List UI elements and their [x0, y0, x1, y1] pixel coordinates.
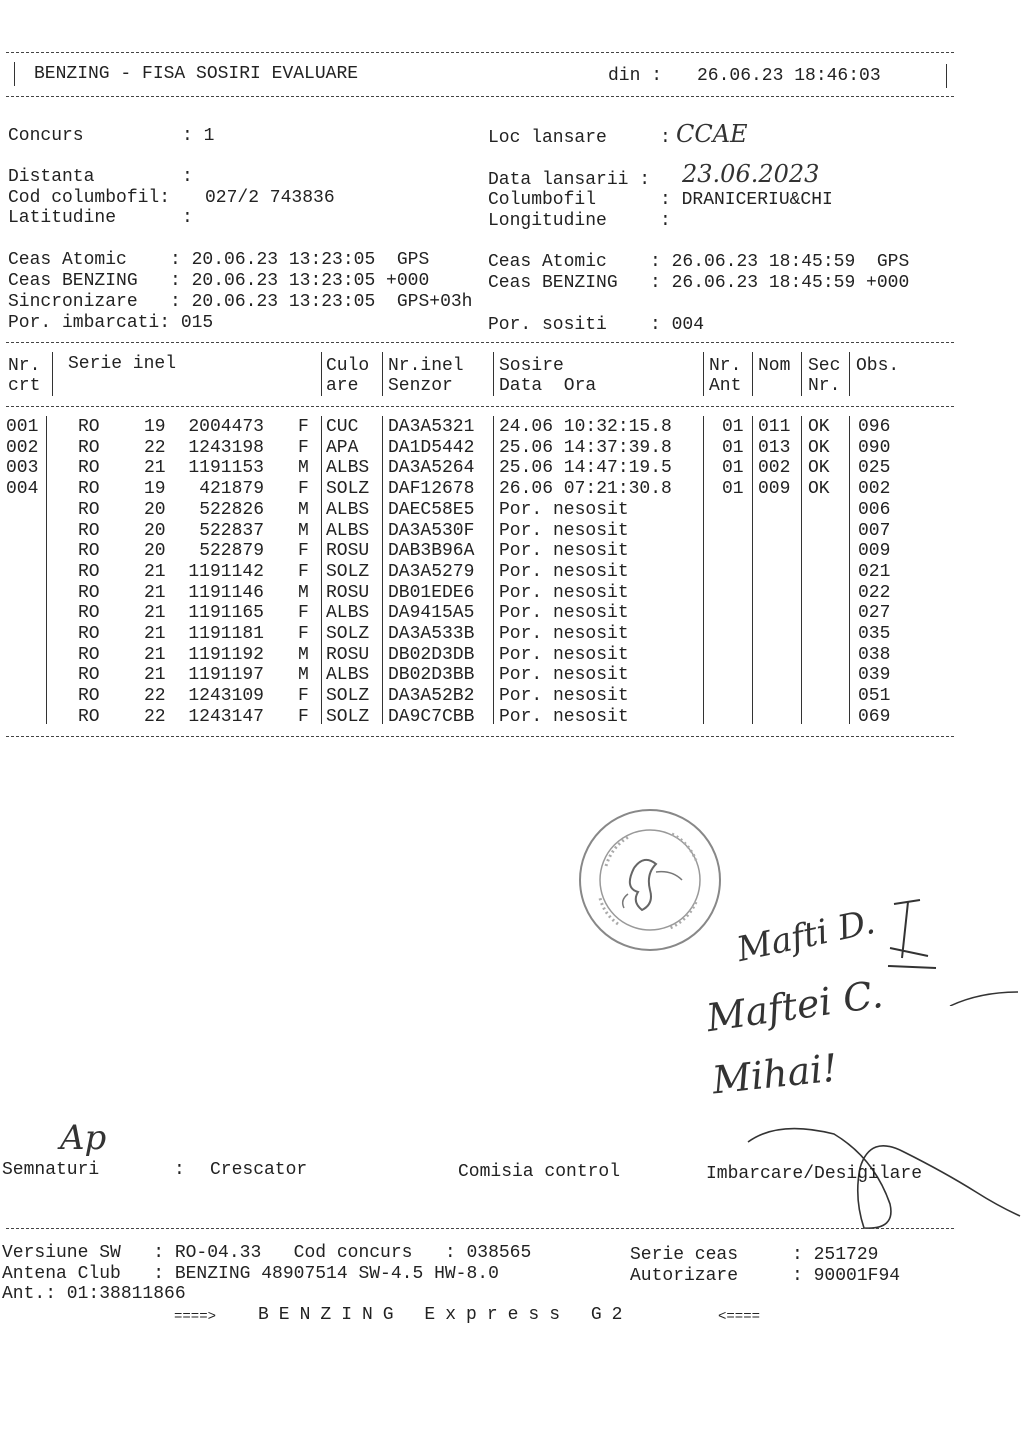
cell-sosire: Por. nesosit: [499, 541, 629, 562]
cell-senzor: DA1D5442: [388, 437, 475, 458]
cell-sosire: Por. nesosit: [499, 665, 629, 686]
cell-inel: 1243198: [188, 437, 264, 458]
cell-inel: 522826: [199, 499, 264, 520]
report-date: 26.06.23 18:46:03: [697, 66, 881, 86]
loc-lansare-label: Loc lansare: [488, 128, 607, 148]
cell-culoare: SOLZ: [326, 686, 370, 707]
versiune-sw: Versiune SW : RO-04.33 Cod concurs : 038565: [2, 1243, 532, 1263]
cell-nom: 002: [758, 458, 791, 479]
latitudine-value: :: [182, 208, 193, 228]
concurs-label: Concurs: [8, 126, 84, 146]
cell-senzor: DA3A530F: [388, 520, 475, 541]
cell-sex: M: [298, 582, 309, 603]
cell-senzor: DA3A5264: [388, 458, 475, 479]
cell-culoare: SOLZ: [326, 624, 370, 644]
crescator-label: Crescator: [210, 1160, 308, 1180]
cell-sec: OK: [808, 417, 830, 437]
cell-tara: RO: [78, 582, 100, 603]
loc-lansare-value: CCAE: [676, 120, 748, 148]
sincronizare: Sincronizare : 20.06.23 13:23:05 GPS+03h: [8, 292, 473, 312]
cell-sex: M: [298, 644, 309, 665]
col-header-nr: Nr.: [8, 356, 41, 376]
col-header-culoare-2: are: [326, 376, 359, 396]
cell-tara: RO: [78, 541, 100, 562]
cell-obs: 039: [858, 665, 891, 686]
antena-club: Antena Club : BENZING 48907514 SW-4.5 HW-8.0: [2, 1264, 499, 1284]
cell-obs: 069: [858, 706, 891, 727]
cell-culoare: SOLZ: [326, 479, 370, 500]
cell-culoare: CUC: [326, 417, 359, 437]
cell-ant: 01: [722, 479, 744, 500]
cell-an: 22: [144, 437, 166, 458]
cell-sosire: Por. nesosit: [499, 561, 629, 582]
cell-inel: 1243109: [188, 686, 264, 707]
semnaturi-label: Semnaturi: [2, 1160, 100, 1180]
clock-benzing-start: Ceas BENZING : 20.06.23 13:23:05 +000: [8, 271, 430, 291]
antena-id: Ant.: 01:38811866: [2, 1284, 186, 1304]
cell-sex: F: [298, 479, 309, 500]
cell-sec: OK: [808, 458, 830, 479]
cell-sex: M: [298, 520, 309, 541]
cell-obs: 009: [858, 541, 891, 562]
cell-an: 22: [144, 706, 166, 727]
divider: [6, 1228, 954, 1229]
col-header-culoare: Culo: [326, 356, 370, 376]
cell-an: 21: [144, 624, 166, 644]
col-header-crt: crt: [8, 376, 41, 396]
cell-tara: RO: [78, 458, 100, 479]
cell-nr: 001: [6, 417, 39, 437]
cell-obs: 035: [858, 624, 891, 644]
cell-sosire: 25.06 14:47:19.5: [499, 458, 672, 479]
col-header-nom: Nom: [758, 356, 791, 376]
cell-tara: RO: [78, 624, 100, 644]
cod-columbofil-value: 027/2 743836: [205, 188, 335, 208]
divider: [6, 342, 954, 343]
autorizare: Autorizare : 90001F94: [630, 1266, 901, 1286]
cell-an: 21: [144, 644, 166, 665]
clock-atomic-end: Ceas Atomic : 26.06.23 18:45:59 GPS: [488, 252, 910, 272]
cell-obs: 006: [858, 499, 891, 520]
cell-tara: RO: [78, 686, 100, 707]
col-header-sec-nr: Nr.: [808, 376, 841, 396]
cell-nom: 009: [758, 479, 791, 500]
distanta-value: :: [182, 167, 193, 187]
report-title: BENZING - FISA SOSIRI EVALUARE: [34, 64, 359, 84]
cell-inel: 1191165: [188, 603, 264, 624]
cell-culoare: ROSU: [326, 541, 370, 562]
col-header-ant: Ant: [709, 376, 742, 396]
club-stamp: [576, 806, 724, 954]
cell-senzor: DA3A533B: [388, 624, 475, 644]
cell-obs: 038: [858, 644, 891, 665]
cell-culoare: SOLZ: [326, 706, 370, 727]
cell-an: 22: [144, 686, 166, 707]
cell-obs: 022: [858, 582, 891, 603]
report-date-label: din :: [608, 66, 663, 86]
cell-obs: 090: [858, 437, 891, 458]
cell-nom: 011: [758, 417, 791, 437]
cell-sosire: Por. nesosit: [499, 644, 629, 665]
cell-inel: 522837: [199, 520, 264, 541]
cell-sex: F: [298, 561, 309, 582]
semnaturi-colon: :: [174, 1160, 185, 1180]
serie-ceas: Serie ceas : 251729: [630, 1245, 879, 1265]
cell-sex: F: [298, 541, 309, 562]
cell-sex: F: [298, 706, 309, 727]
cell-culoare: SOLZ: [326, 561, 370, 582]
cell-sosire: 25.06 14:37:39.8: [499, 437, 672, 458]
cell-tara: RO: [78, 417, 100, 437]
cell-senzor: DAB3B96A: [388, 541, 475, 562]
latitudine-label: Latitudine: [8, 208, 117, 228]
cell-an: 21: [144, 458, 166, 479]
cell-inel: 1191146: [188, 582, 264, 603]
cell-an: 19: [144, 479, 166, 500]
clock-benzing-end: Ceas BENZING : 26.06.23 18:45:59 +000: [488, 273, 910, 293]
comisia-signature-1: Mafti D.: [733, 901, 879, 971]
cell-culoare: ROSU: [326, 644, 370, 665]
cell-senzor: DA9C7CBB: [388, 706, 475, 727]
cell-nr: 004: [6, 479, 39, 500]
cell-senzor: DB01EDE6: [388, 582, 475, 603]
cell-sosire: Por. nesosit: [499, 499, 629, 520]
cell-obs: 007: [858, 520, 891, 541]
data-lansarii-label: Data lansarii :: [488, 170, 651, 190]
cell-obs: 021: [858, 561, 891, 582]
comisia-control-label: Comisia control: [458, 1162, 621, 1182]
cell-obs: 051: [858, 686, 891, 707]
cell-inel: 1191142: [188, 561, 264, 582]
cell-an: 19: [144, 417, 166, 437]
cell-sex: M: [298, 458, 309, 479]
cell-obs: 025: [858, 458, 891, 479]
cell-senzor: DA9415A5: [388, 603, 475, 624]
cell-culoare: ALBS: [326, 520, 370, 541]
cell-ant: 01: [722, 417, 744, 437]
cell-sec: OK: [808, 479, 830, 500]
porumbei-sositi: Por. sositi : 004: [488, 315, 705, 335]
header-border-left: [14, 62, 15, 86]
cell-senzor: DAEC58E5: [388, 499, 475, 520]
col-header-nr-inel: Nr.inel: [388, 356, 464, 376]
longitudine-label: Longitudine: [488, 211, 607, 231]
divider: [6, 406, 954, 407]
cell-sex: F: [298, 603, 309, 624]
col-header-obs: Obs.: [856, 356, 900, 376]
cell-sosire: Por. nesosit: [499, 686, 629, 707]
cell-tara: RO: [78, 499, 100, 520]
cell-tara: RO: [78, 644, 100, 665]
cell-sosire: Por. nesosit: [499, 603, 629, 624]
cell-sosire: 24.06 10:32:15.8: [499, 417, 672, 437]
cell-culoare: APA: [326, 437, 359, 458]
cell-sosire: Por. nesosit: [499, 706, 629, 727]
cell-tara: RO: [78, 437, 100, 458]
cell-senzor: DAF12678: [388, 479, 475, 500]
porumbei-imbarcati: Por. imbarcati: 015: [8, 313, 214, 333]
columbofil-label: Columbofil: [488, 190, 597, 210]
cell-inel: 1191192: [188, 644, 264, 665]
cell-inel: 1243147: [188, 706, 264, 727]
cell-obs: 002: [858, 479, 891, 500]
express-arrow-left: ====>: [174, 1309, 217, 1325]
cell-sosire: Por. nesosit: [499, 520, 629, 541]
signature-stroke: [880, 896, 1020, 1006]
col-header-nr-ant: Nr.: [709, 356, 742, 376]
cell-an: 21: [144, 561, 166, 582]
cell-sex: M: [298, 665, 309, 686]
col-header-sosire: Sosire: [499, 356, 564, 376]
cell-ant: 01: [722, 458, 744, 479]
data-lansarii-value: 23.06.2023: [682, 160, 820, 188]
express-banner: BENZING Express G2: [258, 1305, 633, 1325]
comisia-signature-3: Mihai!: [710, 1045, 840, 1103]
cell-tara: RO: [78, 665, 100, 686]
page: BENZING - FISA SOSIRI EVALUARE din : 26.06.23 18:46:03 Concurs : 1 Loc lansare : CCAE Distanta : Data lansarii : 23.06.2023 Cod columbofil: 027/2 743836 Columbofil : DRANICERIU&CHI Latitudine : Longitudine : Ceas Atomic : 20.06.23 13:23:05 GPS Ceas Atomic : 26.06.23 18:45:59 GPS Ceas BENZING : 20.06.23 13:23:05 +000 Ceas BENZING : 26.06.23 18:45:59 +000 Sincronizare : 20.06.23 13:23:05 GPS+03h Por. imbarcati: 015 Por. sositi : 004 Nr. crt Serie inel Culo are Nr.inel Senzor Sosire Data Ora Nr. Ant Nom Sec Nr. Obs. 001 RO 19 2004473 F CUC DA3A5321 24.06 10:32:15.8 01 011 OK 096 002 RO 22 1243198 F APA DA1D5442 25.06 14:37:39.8 01 013 OK 090 003 RO 21 1191153 M ALBS DA3A5264 25.06 14:47:19.5 01 002 OK 025 004 RO 19 421879 F SOLZ DAF12678 26.06 07:21:30.8 01 009 OK 002 RO 20 522826 M ALBS DAEC58E5 Por. nesosit 006 RO 20 522837 M ALBS DA3A530F Por. nesosit 007 RO 20 522879 F ROSU DAB3B96A Por. nesosit 009 RO 21 1191142 F SOLZ DA3A5279 Por. nesosit 021 RO 21 1191146 M ROSU DB01EDE6 Por. nesosit 022 RO 21 1191165 F ALBS DA9415A5 Por. nesosit 027 RO 21 1191181 F SOLZ DA3A533B Por. nesosit 035 RO 21 1191192 M ROSU DB02D3DB Por. nesosit 038 RO 21 1191197 M ALBS DB02D3BB Por. nesosit 039 RO 22 1243109 F SOLZ DA3A52B2 Por. nesosit 051 RO 22 1243147 F SOLZ DA9C7CBB Por. nesosit 069 Mafti D. Maftei C. Mihai! Ap Semnaturi : Crescator Comisia control Imbarcare/Desigilare Versiune SW : RO-04.33 Cod concurs : 038565 Serie ceas : 251729 Antena Club : BENZING 48907514 SW-4.5 HW-8.0 Autorizare : 90001F94 Ant.: 01:38811866 ====> BENZING Express G2 <====: [0, 0, 1024, 1447]
cell-an: 20: [144, 541, 166, 562]
cell-an: 21: [144, 665, 166, 686]
columbofil-value: : DRANICERIU&CHI: [660, 190, 833, 210]
express-arrow-right: <====: [718, 1309, 761, 1325]
col-header-sec: Sec: [808, 356, 841, 376]
cell-ant: 01: [722, 437, 744, 458]
cell-tara: RO: [78, 561, 100, 582]
cell-sex: F: [298, 417, 309, 437]
cell-sex: M: [298, 499, 309, 520]
clock-atomic-start: Ceas Atomic : 20.06.23 13:23:05 GPS: [8, 250, 430, 270]
cell-tara: RO: [78, 479, 100, 500]
cell-sex: F: [298, 437, 309, 458]
cell-tara: RO: [78, 706, 100, 727]
cell-senzor: DA3A5321: [388, 417, 475, 437]
cell-sosire: Por. nesosit: [499, 624, 629, 644]
divider: [6, 736, 954, 737]
cell-culoare: ALBS: [326, 665, 370, 686]
divider: [6, 96, 954, 97]
cell-sosire: Por. nesosit: [499, 582, 629, 603]
cell-senzor: DA3A5279: [388, 561, 475, 582]
cell-inel: 1191181: [188, 624, 264, 644]
divider: [6, 52, 954, 53]
cell-an: 21: [144, 603, 166, 624]
cell-nr: 003: [6, 458, 39, 479]
imbarcare-desigilare-label: Imbarcare/Desigilare: [706, 1164, 923, 1184]
cell-tara: RO: [78, 603, 100, 624]
cell-sosire: 26.06 07:21:30.8: [499, 479, 672, 500]
cell-tara: RO: [78, 520, 100, 541]
comisia-signature-2: Maftei C.: [703, 971, 886, 1041]
cell-an: 20: [144, 499, 166, 520]
header-border-right: [946, 64, 947, 88]
concurs-value: : 1: [182, 126, 215, 146]
crescator-signature: Ap: [60, 1118, 107, 1158]
cell-sex: F: [298, 624, 309, 644]
cell-inel: 1191153: [188, 458, 264, 479]
cell-culoare: ALBS: [326, 458, 370, 479]
cell-obs: 027: [858, 603, 891, 624]
cell-culoare: ALBS: [326, 603, 370, 624]
cell-inel: 1191197: [188, 665, 264, 686]
col-header-data-ora: Data Ora: [499, 376, 597, 396]
cell-an: 20: [144, 520, 166, 541]
cell-sex: F: [298, 686, 309, 707]
cell-an: 21: [144, 582, 166, 603]
longitudine-value: :: [660, 211, 671, 231]
cell-inel: 421879: [199, 479, 264, 500]
cell-culoare: ALBS: [326, 499, 370, 520]
cell-inel: 522879: [199, 541, 264, 562]
cell-obs: 096: [858, 417, 891, 437]
cell-culoare: ROSU: [326, 582, 370, 603]
cell-senzor: DB02D3DB: [388, 644, 475, 665]
col-header-serie-inel: Serie inel: [68, 354, 177, 374]
cell-nom: 013: [758, 437, 791, 458]
cell-nr: 002: [6, 437, 39, 458]
cell-senzor: DA3A52B2: [388, 686, 475, 707]
cod-columbofil-label: Cod columbofil:: [8, 188, 171, 208]
distanta-label: Distanta: [8, 167, 95, 187]
cell-senzor: DB02D3BB: [388, 665, 475, 686]
cell-inel: 2004473: [188, 417, 264, 437]
col-header-senzor: Senzor: [388, 376, 453, 396]
cell-sec: OK: [808, 437, 830, 458]
